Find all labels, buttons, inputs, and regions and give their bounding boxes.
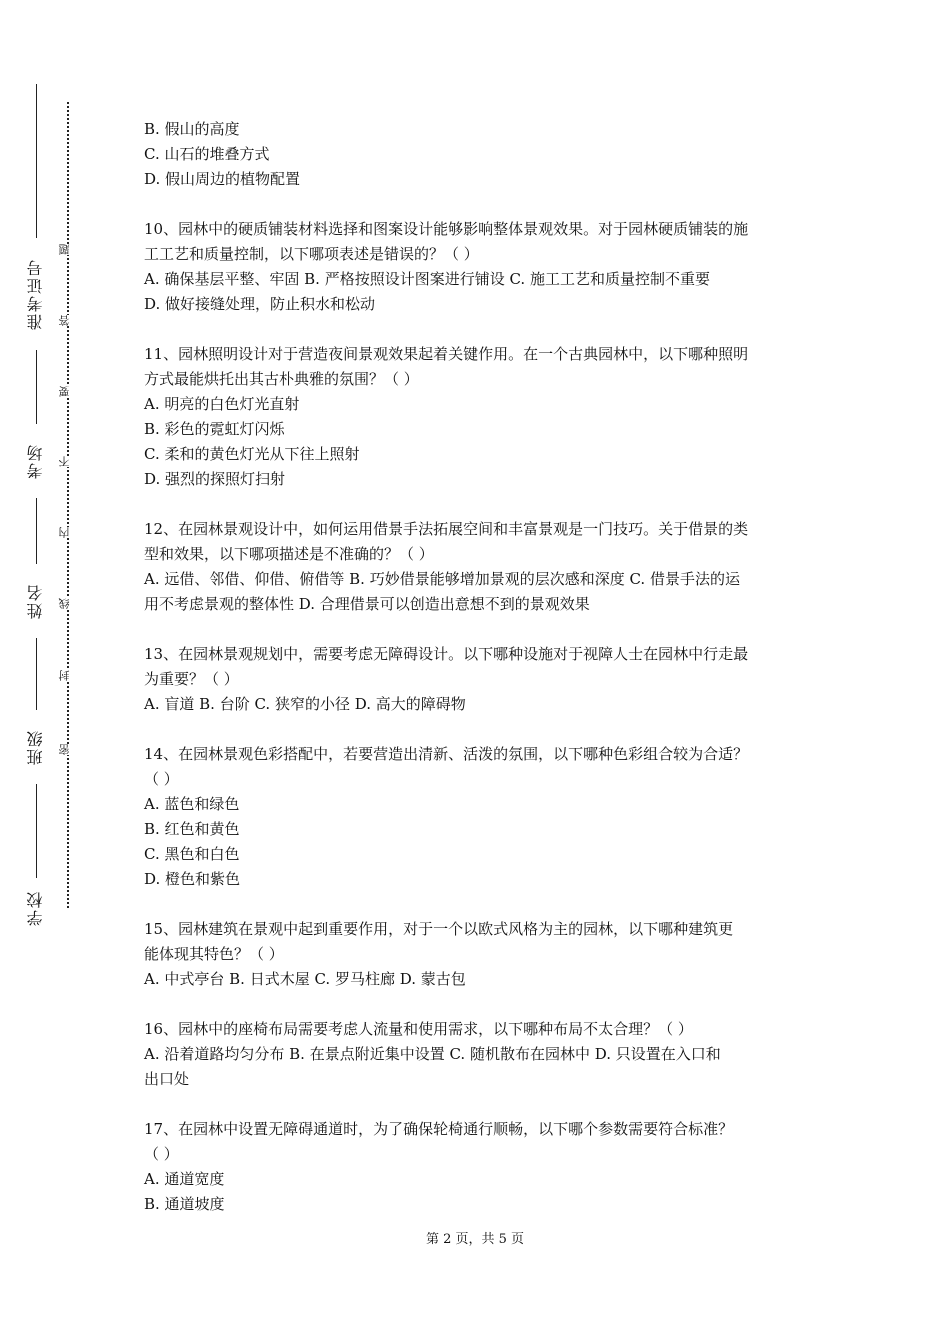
- question-12: [144, 517, 812, 617]
- binding-margin: [0, 0, 110, 1344]
- seal-char: 不: [58, 456, 78, 467]
- question-stem: （ ）: [144, 1145, 179, 1163]
- seal-char: 内: [58, 527, 78, 538]
- option-line: A. 明亮的白色灯光直射: [144, 395, 300, 413]
- question-17: [144, 1117, 812, 1217]
- question-stem: 10、园林中的硬质铺装材料选择和图案设计能够影响整体景观效果。对于园林硬质铺装的施: [144, 220, 749, 238]
- option-line: A. 中式亭台 B. 日式木屋 C. 罗马柱廊 D. 蒙古包: [144, 970, 466, 988]
- option-line: B. 彩色的霓虹灯闪烁: [144, 420, 285, 438]
- school-label: 学校: [21, 878, 51, 938]
- class-label: 班级: [21, 710, 51, 784]
- option-line: B. 红色和黄色: [144, 820, 240, 838]
- option-line: D. 做好接缝处理，防止积水和松动: [144, 295, 376, 313]
- question-stem: 型和效果，以下哪项描述是不准确的？（ ）: [144, 545, 434, 563]
- seal-char: 要: [58, 386, 78, 397]
- option-line: A. 远借、邻借、仰借、俯借等 B. 巧妙借景能够增加景观的层次感和深度 C. 借景手法的运: [144, 570, 740, 588]
- question-stem: 能体现其特色？（ ）: [144, 945, 284, 963]
- option-line: A. 盲道 B. 台阶 C. 狭窄的小径 D. 高大的障碍物: [144, 695, 466, 713]
- option-line: D. 假山周边的植物配置: [144, 170, 301, 188]
- question-13: [144, 642, 812, 717]
- question-15: [144, 917, 812, 992]
- exam-room-label: 考场: [21, 424, 51, 498]
- exam-number-label: 准考证号: [21, 238, 51, 350]
- option-line: B. 假山的高度: [144, 120, 240, 138]
- question-stem: （ ）: [144, 770, 179, 788]
- binding-solid-line: [36, 84, 37, 920]
- question-stem: 15、园林建筑在景观中起到重要作用，对于一个以欧式风格为主的园林，以下哪种建筑更: [144, 920, 734, 938]
- option-line: 用不考虑景观的整体性 D. 合理借景可以创造出意想不到的景观效果: [144, 595, 590, 613]
- question-stem: 14、在园林景观色彩搭配中，若要营造出清新、活泼的氛围，以下哪种色彩组合较为合适？: [144, 745, 749, 763]
- question-stem: 方式最能烘托出其古朴典雅的氛围？（ ）: [144, 370, 419, 388]
- question-10: [144, 217, 812, 317]
- option-line: C. 山石的堆叠方式: [144, 145, 270, 163]
- option-line: D. 橙色和紫色: [144, 870, 241, 888]
- seal-char: 封: [58, 670, 78, 681]
- option-line: C. 黑色和白色: [144, 845, 240, 863]
- question-stem: 17、在园林中设置无障碍通道时，为了确保轮椅通行顺畅，以下哪个参数需要符合标准？: [144, 1120, 734, 1138]
- option-line: D. 强烈的探照灯扫射: [144, 470, 286, 488]
- question-stem: 12、在园林景观设计中，如何运用借景手法拓展空间和丰富景观是一门技巧。关于借景的类: [144, 520, 749, 538]
- seal-char: 线: [58, 598, 78, 609]
- question-stem: 11、园林照明设计对于营造夜间景观效果起着关键作用。在一个古典园林中，以下哪种照明: [144, 345, 749, 363]
- option-line: B. 通道坡度: [144, 1195, 225, 1213]
- question-14: [144, 742, 812, 892]
- option-line: 出口处: [144, 1070, 190, 1088]
- question-list: [144, 117, 812, 1217]
- question-stem: 为重要？（ ）: [144, 670, 239, 688]
- seal-char: 密: [58, 744, 78, 755]
- seal-char: 题: [58, 244, 78, 255]
- option-line: A. 蓝色和绿色: [144, 795, 240, 813]
- question-stem: 16、园林中的座椅布局需要考虑人流量和使用需求，以下哪种布局不太合理？（ ）: [144, 1020, 693, 1038]
- option-line: A. 沿着道路均匀分布 B. 在景点附近集中设置 C. 随机散布在园林中 D. 只设置在入口和: [144, 1045, 721, 1063]
- question-stem: 工工艺和质量控制，以下哪项表述是错误的？（ ）: [144, 245, 479, 263]
- option-line: A. 通道宽度: [144, 1170, 225, 1188]
- question-16: [144, 1017, 812, 1092]
- seal-char: 答: [58, 315, 78, 326]
- option-line: C. 柔和的黄色灯光从下往上照射: [144, 445, 360, 463]
- question-stem: 13、在园林景观规划中，需要考虑无障碍设计。以下哪种设施对于视障人士在园林中行走最: [144, 645, 749, 663]
- question-9-options: [144, 117, 812, 192]
- seal-dotted-line: [67, 102, 69, 908]
- page-number-footer: 第 2 页，共 5 页: [425, 1232, 525, 1247]
- question-11: [144, 342, 812, 492]
- option-line: A. 确保基层平整、牢固 B. 严格按照设计图案进行铺设 C. 施工工艺和质量控制不重要: [144, 270, 710, 288]
- name-label: 姓名: [21, 564, 51, 638]
